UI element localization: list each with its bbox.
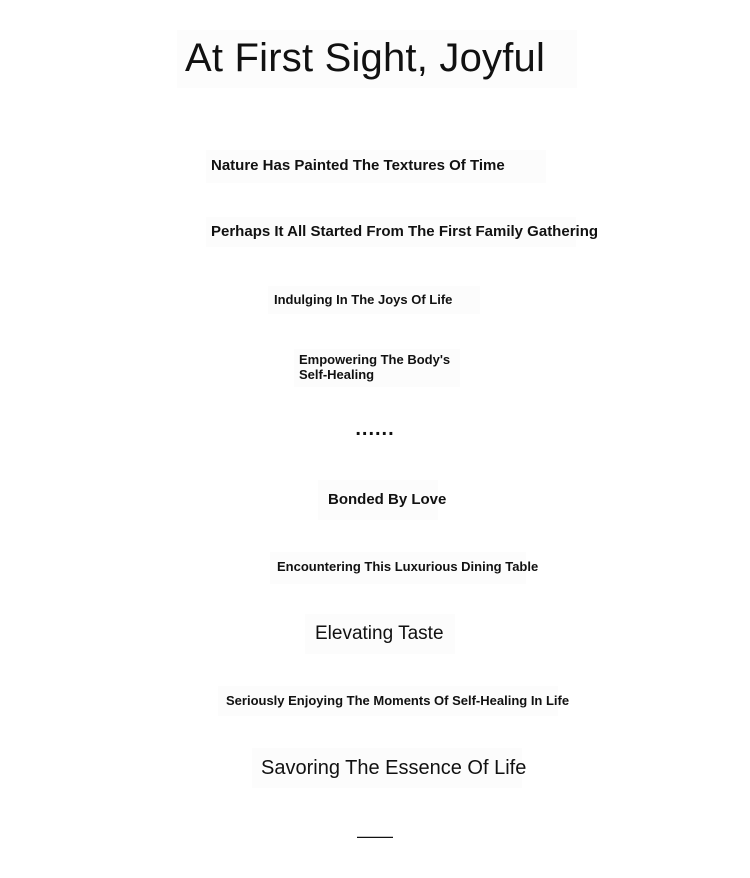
text-line: Nature Has Painted The Textures Of Time <box>206 150 546 183</box>
ellipsis-separator: ...... <box>345 418 405 440</box>
text-line: Seriously Enjoying The Moments Of Self-Healing In Life <box>218 686 558 716</box>
text-line: Indulging In The Joys Of Life <box>268 286 480 314</box>
page-title: At First Sight, Joyful <box>177 30 577 88</box>
text-line: Bonded By Love <box>318 480 438 520</box>
text-line: Empowering The Body's Self-Healing <box>294 349 460 387</box>
text-line: Encountering This Luxurious Dining Table <box>270 552 526 584</box>
text-line: Elevating Taste <box>305 614 455 654</box>
text-line: Perhaps It All Started From The First Family Gathering <box>206 217 576 247</box>
text-line: Savoring The Essence Of Life <box>252 748 522 788</box>
dash-separator: —— <box>350 824 400 848</box>
